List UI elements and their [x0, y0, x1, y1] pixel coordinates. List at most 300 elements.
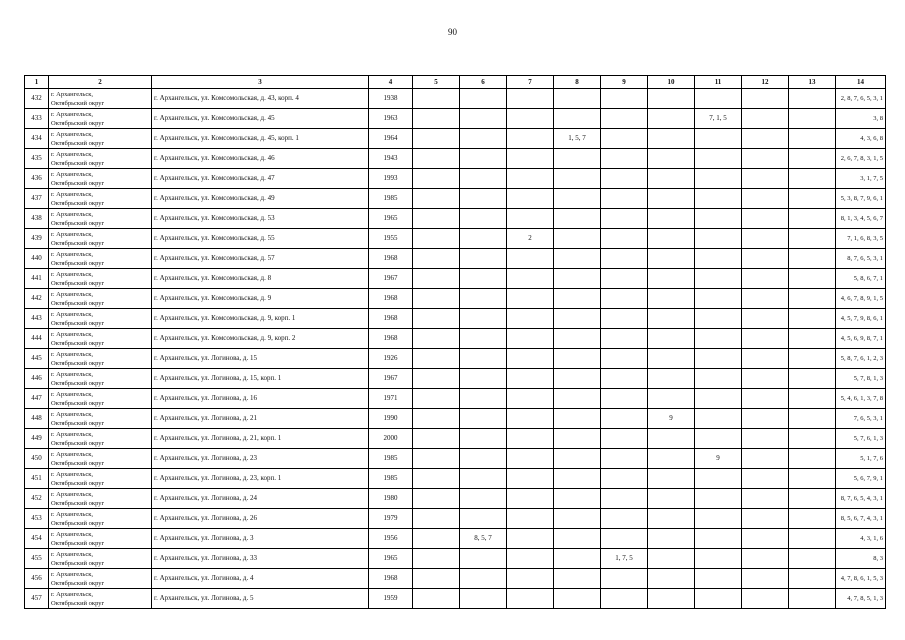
col12-cell: [742, 529, 789, 549]
col12-cell: [742, 449, 789, 469]
district-cell: г. Архангельск, Октябрьский округ: [49, 489, 152, 509]
address-cell: г. Архангельск, ул. Логинова, д. 4: [152, 569, 369, 589]
col10-cell: [648, 89, 695, 109]
col11-cell: 7, 1, 5: [695, 109, 742, 129]
col12-cell: [742, 149, 789, 169]
table-row: [25, 529, 886, 549]
col9-cell: [601, 529, 648, 549]
column-header-6: 6: [460, 76, 507, 89]
col5-cell: [413, 589, 460, 609]
col7-cell: [507, 89, 554, 109]
col8-cell: [554, 249, 601, 269]
col8-cell: [554, 329, 601, 349]
col9-cell: [601, 189, 648, 209]
col7-cell: [507, 409, 554, 429]
row-number: 437: [25, 189, 49, 209]
col7-cell: [507, 529, 554, 549]
col6-cell: [460, 329, 507, 349]
col12-cell: [742, 89, 789, 109]
col8-cell: [554, 109, 601, 129]
col6-cell: [460, 149, 507, 169]
col6-cell: [460, 289, 507, 309]
table-row: [25, 129, 886, 149]
col10-cell: [648, 109, 695, 129]
col9-cell: [601, 269, 648, 289]
address-cell: г. Архангельск, ул. Комсомольская, д. 45: [152, 109, 369, 129]
col11-cell: [695, 309, 742, 329]
col11-cell: [695, 189, 742, 209]
col9-cell: [601, 509, 648, 529]
col13-cell: [789, 489, 836, 509]
col7-cell: [507, 349, 554, 369]
col13-cell: [789, 449, 836, 469]
table-row: [25, 489, 886, 509]
row-number: 451: [25, 469, 49, 489]
col8-cell: [554, 149, 601, 169]
col6-cell: [460, 429, 507, 449]
row-number: 454: [25, 529, 49, 549]
address-cell: г. Архангельск, ул. Логинова, д. 16: [152, 389, 369, 409]
district-cell: г. Архангельск, Октябрьский округ: [49, 509, 152, 529]
col6-cell: [460, 569, 507, 589]
row-number: 447: [25, 389, 49, 409]
year-cell: 1968: [369, 569, 413, 589]
col7-cell: [507, 509, 554, 529]
col14-cell: 8, 3: [836, 549, 886, 569]
district-cell: г. Архангельск, Октябрьский округ: [49, 389, 152, 409]
col10-cell: [648, 309, 695, 329]
row-number: 444: [25, 329, 49, 349]
col5-cell: [413, 349, 460, 369]
col5-cell: [413, 269, 460, 289]
col11-cell: [695, 429, 742, 449]
address-cell: г. Архангельск, ул. Комсомольская, д. 43, корп. 4: [152, 89, 369, 109]
year-cell: 1943: [369, 149, 413, 169]
col14-cell: 8, 1, 3, 4, 5, 6, 7: [836, 209, 886, 229]
col7-cell: [507, 549, 554, 569]
col9-cell: [601, 89, 648, 109]
address-cell: г. Архангельск, ул. Логинова, д. 21: [152, 409, 369, 429]
col9-cell: [601, 129, 648, 149]
table-row: [25, 269, 886, 289]
col9-cell: [601, 569, 648, 589]
col6-cell: [460, 409, 507, 429]
column-header-2: 2: [49, 76, 152, 89]
table-row: [25, 549, 886, 569]
col5-cell: [413, 89, 460, 109]
district-cell: г. Архангельск, Октябрьский округ: [49, 189, 152, 209]
col5-cell: [413, 249, 460, 269]
col9-cell: [601, 109, 648, 129]
address-cell: г. Архангельск, ул. Логинова, д. 5: [152, 589, 369, 609]
year-cell: 1968: [369, 289, 413, 309]
col6-cell: 8, 5, 7: [460, 529, 507, 549]
col13-cell: [789, 589, 836, 609]
col11-cell: [695, 329, 742, 349]
district-cell: г. Архангельск, Октябрьский округ: [49, 229, 152, 249]
col11-cell: [695, 209, 742, 229]
col6-cell: [460, 169, 507, 189]
district-cell: г. Архангельск, Октябрьский округ: [49, 449, 152, 469]
col12-cell: [742, 549, 789, 569]
col7-cell: [507, 189, 554, 209]
col11-cell: [695, 529, 742, 549]
col8-cell: [554, 89, 601, 109]
year-cell: 1971: [369, 389, 413, 409]
col12-cell: [742, 589, 789, 609]
row-number: 443: [25, 309, 49, 329]
district-cell: г. Архангельск, Октябрьский округ: [49, 589, 152, 609]
year-cell: 1959: [369, 589, 413, 609]
col8-cell: [554, 229, 601, 249]
col7-cell: [507, 369, 554, 389]
col9-cell: [601, 489, 648, 509]
address-cell: г. Архангельск, ул. Комсомольская, д. 53: [152, 209, 369, 229]
header-row: [25, 76, 886, 89]
district-cell: г. Архангельск, Октябрьский округ: [49, 369, 152, 389]
year-cell: 1963: [369, 109, 413, 129]
col9-cell: [601, 409, 648, 429]
col14-cell: 5, 8, 6, 7, 1: [836, 269, 886, 289]
col10-cell: [648, 509, 695, 529]
year-cell: 1985: [369, 189, 413, 209]
col12-cell: [742, 429, 789, 449]
col12-cell: [742, 389, 789, 409]
col5-cell: [413, 449, 460, 469]
col10-cell: [648, 429, 695, 449]
col5-cell: [413, 429, 460, 449]
col7-cell: [507, 569, 554, 589]
district-cell: г. Архангельск, Октябрьский округ: [49, 209, 152, 229]
col7-cell: [507, 109, 554, 129]
col12-cell: [742, 269, 789, 289]
table-row: [25, 229, 886, 249]
col10-cell: [648, 469, 695, 489]
district-cell: г. Архангельск, Октябрьский округ: [49, 89, 152, 109]
col14-cell: 5, 8, 7, 6, 1, 2, 3: [836, 349, 886, 369]
table-row: [25, 249, 886, 269]
column-header-3: 3: [152, 76, 369, 89]
col14-cell: 8, 7, 6, 5, 4, 3, 1: [836, 489, 886, 509]
col8-cell: [554, 389, 601, 409]
col10-cell: 9: [648, 409, 695, 429]
col12-cell: [742, 369, 789, 389]
col5-cell: [413, 149, 460, 169]
year-cell: 1967: [369, 369, 413, 389]
col8-cell: [554, 169, 601, 189]
col12-cell: [742, 569, 789, 589]
col7-cell: [507, 269, 554, 289]
col8-cell: [554, 489, 601, 509]
col8-cell: [554, 369, 601, 389]
address-cell: г. Архангельск, ул. Логинова, д. 15: [152, 349, 369, 369]
row-number: 434: [25, 129, 49, 149]
col12-cell: [742, 209, 789, 229]
col14-cell: 7, 1, 6, 8, 3, 5: [836, 229, 886, 249]
col7-cell: [507, 329, 554, 349]
col11-cell: [695, 129, 742, 149]
col8-cell: [554, 589, 601, 609]
col8-cell: [554, 429, 601, 449]
col11-cell: [695, 269, 742, 289]
col13-cell: [789, 289, 836, 309]
col11-cell: [695, 149, 742, 169]
col10-cell: [648, 369, 695, 389]
year-cell: 1965: [369, 549, 413, 569]
col13-cell: [789, 149, 836, 169]
column-header-14: 14: [836, 76, 886, 89]
col11-cell: [695, 89, 742, 109]
col12-cell: [742, 229, 789, 249]
col6-cell: [460, 209, 507, 229]
col11-cell: [695, 389, 742, 409]
col8-cell: [554, 409, 601, 429]
col13-cell: [789, 169, 836, 189]
col7-cell: [507, 589, 554, 609]
table-row: [25, 289, 886, 309]
col10-cell: [648, 269, 695, 289]
col8-cell: 1, 5, 7: [554, 129, 601, 149]
row-number: 438: [25, 209, 49, 229]
address-cell: г. Архангельск, ул. Комсомольская, д. 9, корп. 2: [152, 329, 369, 349]
column-header-5: 5: [413, 76, 460, 89]
col8-cell: [554, 269, 601, 289]
year-cell: 1967: [369, 269, 413, 289]
col7-cell: [507, 249, 554, 269]
col7-cell: 2: [507, 229, 554, 249]
col14-cell: 4, 3, 6, 8: [836, 129, 886, 149]
col10-cell: [648, 349, 695, 369]
row-number: 440: [25, 249, 49, 269]
year-cell: 1993: [369, 169, 413, 189]
col10-cell: [648, 589, 695, 609]
row-number: 452: [25, 489, 49, 509]
address-cell: г. Архангельск, ул. Логинова, д. 21, корп. 1: [152, 429, 369, 449]
col9-cell: [601, 469, 648, 489]
col11-cell: [695, 469, 742, 489]
col6-cell: [460, 449, 507, 469]
table-body: [25, 89, 886, 609]
table-row: [25, 589, 886, 609]
col10-cell: [648, 249, 695, 269]
address-cell: г. Архангельск, ул. Комсомольская, д. 9, корп. 1: [152, 309, 369, 329]
table-row: [25, 369, 886, 389]
row-number: 456: [25, 569, 49, 589]
year-cell: 1980: [369, 489, 413, 509]
col6-cell: [460, 249, 507, 269]
row-number: 435: [25, 149, 49, 169]
address-cell: г. Архангельск, ул. Комсомольская, д. 55: [152, 229, 369, 249]
col8-cell: [554, 309, 601, 329]
col10-cell: [648, 569, 695, 589]
col13-cell: [789, 529, 836, 549]
col12-cell: [742, 289, 789, 309]
table-row: [25, 449, 886, 469]
col6-cell: [460, 129, 507, 149]
col9-cell: [601, 449, 648, 469]
table-header: [25, 76, 886, 89]
col14-cell: 8, 5, 6, 7, 4, 3, 1: [836, 509, 886, 529]
col13-cell: [789, 189, 836, 209]
col10-cell: [648, 209, 695, 229]
col5-cell: [413, 549, 460, 569]
col7-cell: [507, 449, 554, 469]
col10-cell: [648, 549, 695, 569]
district-cell: г. Архангельск, Октябрьский округ: [49, 349, 152, 369]
col6-cell: [460, 89, 507, 109]
col14-cell: 2, 8, 7, 6, 5, 3, 1: [836, 89, 886, 109]
col5-cell: [413, 229, 460, 249]
col5-cell: [413, 189, 460, 209]
row-number: 453: [25, 509, 49, 529]
address-cell: г. Архангельск, ул. Комсомольская, д. 9: [152, 289, 369, 309]
col14-cell: 8, 7, 6, 5, 3, 1: [836, 249, 886, 269]
col7-cell: [507, 289, 554, 309]
row-number: 439: [25, 229, 49, 249]
col13-cell: [789, 309, 836, 329]
row-number: 449: [25, 429, 49, 449]
district-cell: г. Архангельск, Октябрьский округ: [49, 549, 152, 569]
col8-cell: [554, 449, 601, 469]
col14-cell: 3, 1, 7, 5: [836, 169, 886, 189]
district-cell: г. Архангельск, Октябрьский округ: [49, 149, 152, 169]
col9-cell: [601, 389, 648, 409]
column-header-11: 11: [695, 76, 742, 89]
col14-cell: 4, 7, 8, 5, 1, 3: [836, 589, 886, 609]
col8-cell: [554, 349, 601, 369]
col13-cell: [789, 349, 836, 369]
col7-cell: [507, 429, 554, 449]
year-cell: 1968: [369, 329, 413, 349]
col13-cell: [789, 89, 836, 109]
table-row: [25, 429, 886, 449]
col9-cell: [601, 249, 648, 269]
col13-cell: [789, 129, 836, 149]
col12-cell: [742, 409, 789, 429]
col6-cell: [460, 269, 507, 289]
col6-cell: [460, 389, 507, 409]
table-row: [25, 569, 886, 589]
col10-cell: [648, 129, 695, 149]
col14-cell: 5, 7, 6, 1, 3: [836, 429, 886, 449]
district-cell: г. Архангельск, Октябрьский округ: [49, 169, 152, 189]
table-row: [25, 469, 886, 489]
col14-cell: 4, 7, 8, 6, 1, 5, 3: [836, 569, 886, 589]
col10-cell: [648, 389, 695, 409]
address-cell: г. Архангельск, ул. Логинова, д. 23: [152, 449, 369, 469]
col10-cell: [648, 529, 695, 549]
col12-cell: [742, 349, 789, 369]
address-cell: г. Архангельск, ул. Логинова, д. 3: [152, 529, 369, 549]
col9-cell: [601, 229, 648, 249]
col13-cell: [789, 209, 836, 229]
table-row: [25, 349, 886, 369]
col5-cell: [413, 389, 460, 409]
housing-registry-table: [24, 75, 886, 609]
address-cell: г. Архангельск, ул. Комсомольская, д. 49: [152, 189, 369, 209]
address-cell: г. Архангельск, ул. Логинова, д. 23, корп. 1: [152, 469, 369, 489]
col12-cell: [742, 129, 789, 149]
address-cell: г. Архангельск, ул. Комсомольская, д. 45, корп. 1: [152, 129, 369, 149]
col13-cell: [789, 329, 836, 349]
col13-cell: [789, 509, 836, 529]
address-cell: г. Архангельск, ул. Комсомольская, д. 46: [152, 149, 369, 169]
district-cell: г. Архангельск, Октябрьский округ: [49, 469, 152, 489]
row-number: 445: [25, 349, 49, 369]
col7-cell: [507, 169, 554, 189]
year-cell: 1968: [369, 309, 413, 329]
col14-cell: 2, 6, 7, 8, 3, 1, 5: [836, 149, 886, 169]
row-number: 455: [25, 549, 49, 569]
table-row: [25, 89, 886, 109]
col10-cell: [648, 289, 695, 309]
col11-cell: [695, 249, 742, 269]
column-header-12: 12: [742, 76, 789, 89]
col10-cell: [648, 229, 695, 249]
col6-cell: [460, 109, 507, 129]
col7-cell: [507, 149, 554, 169]
col13-cell: [789, 549, 836, 569]
col11-cell: [695, 509, 742, 529]
district-cell: г. Архангельск, Октябрьский округ: [49, 109, 152, 129]
district-cell: г. Архангельск, Октябрьский округ: [49, 249, 152, 269]
row-number: 446: [25, 369, 49, 389]
address-cell: г. Архангельск, ул. Логинова, д. 24: [152, 489, 369, 509]
col12-cell: [742, 109, 789, 129]
row-number: 441: [25, 269, 49, 289]
col6-cell: [460, 309, 507, 329]
row-number: 457: [25, 589, 49, 609]
col8-cell: [554, 549, 601, 569]
col14-cell: 5, 3, 8, 7, 9, 6, 1: [836, 189, 886, 209]
year-cell: 1964: [369, 129, 413, 149]
col11-cell: [695, 569, 742, 589]
row-number: 436: [25, 169, 49, 189]
year-cell: 1985: [369, 449, 413, 469]
year-cell: 1965: [369, 209, 413, 229]
table-row: [25, 309, 886, 329]
district-cell: г. Архангельск, Октябрьский округ: [49, 429, 152, 449]
row-number: 442: [25, 289, 49, 309]
col8-cell: [554, 509, 601, 529]
address-cell: г. Архангельск, ул. Логинова, д. 26: [152, 509, 369, 529]
col7-cell: [507, 129, 554, 149]
column-header-7: 7: [507, 76, 554, 89]
col12-cell: [742, 309, 789, 329]
col14-cell: 5, 1, 7, 6: [836, 449, 886, 469]
row-number: 448: [25, 409, 49, 429]
page-number: 90: [448, 27, 457, 37]
col14-cell: 4, 5, 7, 9, 8, 6, 1: [836, 309, 886, 329]
district-cell: г. Архангельск, Октябрьский округ: [49, 309, 152, 329]
col6-cell: [460, 369, 507, 389]
col6-cell: [460, 349, 507, 369]
col10-cell: [648, 169, 695, 189]
table-row: [25, 509, 886, 529]
table-row: [25, 389, 886, 409]
col13-cell: [789, 389, 836, 409]
col13-cell: [789, 369, 836, 389]
col7-cell: [507, 309, 554, 329]
year-cell: 1990: [369, 409, 413, 429]
col5-cell: [413, 369, 460, 389]
address-cell: г. Архангельск, ул. Комсомольская, д. 47: [152, 169, 369, 189]
district-cell: г. Архангельск, Октябрьский округ: [49, 269, 152, 289]
col5-cell: [413, 489, 460, 509]
col14-cell: 4, 3, 1, 6: [836, 529, 886, 549]
col12-cell: [742, 469, 789, 489]
table-row: [25, 209, 886, 229]
